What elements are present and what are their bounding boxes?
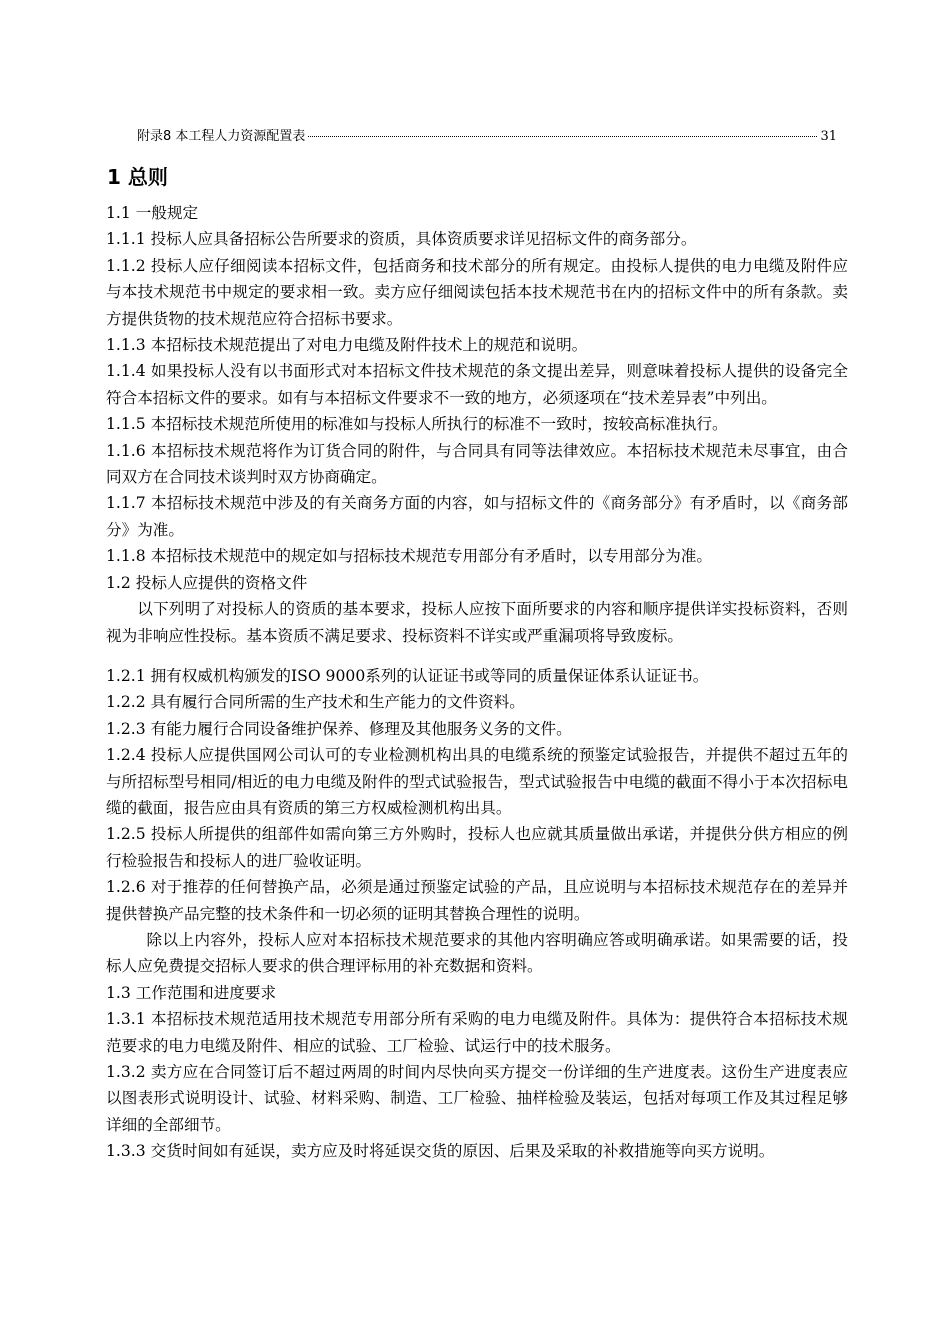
clause: 1.2.3 有能力履行合同设备维护保养、修理及其他服务义务的文件。 [106, 719, 572, 738]
subsection-heading: 1.2 投标人应提供的资格文件 [106, 573, 308, 592]
clause: 1.1.5 本招标技术规范所使用的标准如与投标人所执行的标准不一致时，按较高标准执行。 [106, 415, 728, 434]
clause: 1.1.6 本招标技术规范将作为订货合同的附件，与合同具有同等法律效应。本招标技术规范未尽事宜，由合同双方在合同技术谈判时双方协商确定。 [106, 441, 848, 487]
toc-page-number: 31 [820, 129, 837, 144]
paragraph: 以下列明了对投标人的资质的基本要求，投标人应按下面所要求的内容和顺序提供详实投标资料，否则视为非响应性投标。基本资质不满足要求、投标资料不详实或严重漏项将导致废标。 [106, 600, 848, 645]
clause: 1.2.2 具有履行合同所需的生产技术和生产能力的文件资料。 [106, 693, 525, 712]
toc-leader-dots [308, 136, 817, 137]
clause: 1.2.1 拥有权威机构颁发的ISO 9000系列的认证证书或等同的质量保证体系认证证书。 [106, 666, 709, 685]
clause: 1.2.6 对于推荐的任何替换产品，必须是通过预鉴定试验的产品，且应说明与本招标技术规范存在的差异并提供替换产品完整的技术条件和一切必须的证明其替换合理性的说明。 [106, 878, 848, 923]
clause: 1.1.3 本招标技术规范提出了对电力电缆及附件技术上的规范和说明。 [106, 336, 588, 355]
subsection-heading: 1.1 一般规定 [106, 204, 199, 222]
paragraph: 除以上内容外，投标人应对本招标技术规范要求的其他内容明确应答或明确承诺。如果需要的话，投标人应免费提交招标人要求的供合理评标用的补充数据和资料。 [106, 930, 848, 976]
clause: 1.3.1 本招标技术规范适用技术规范专用部分所有采购的电力电缆及附件。具体为：提供符合本招标技术规范要求的电力电缆及附件、相应的试验、工厂检验、试运行中的技术服务。 [106, 1010, 848, 1055]
subsection-heading: 1.3 工作范围和进度要求 [106, 983, 277, 1002]
clause: 1.1.7 本招标技术规范中涉及的有关商务方面的内容，如与招标文件的《商务部分》有矛盾时，以《商务部分》为准。 [106, 494, 848, 539]
clause: 1.3.2 卖方应在合同签订后不超过两周的时间内尽快向买方提交一份详细的生产进度表。这份生产进度表应以图表形式说明设计、试验、材料采购、制造、工厂检验、抽样检验及装运，包括对每项工作及其过程足够详细的全部细节。 [106, 1063, 848, 1134]
clause: 1.1.4 如果投标人没有以书面形式对本招标文件技术规范的条文提出差异，则意味着投标人提供的设备完全符合本招标文件的要求。如有与本招标文件要求不一致的地方，必须逐项在“技术差异表”中列出。 [106, 362, 848, 407]
clause: 1.1.8 本招标技术规范中的规定如与招标技术规范专用部分有矛盾时，以专用部分为准。 [106, 547, 713, 566]
clause: 1.1.1 投标人应具备招标公告所要求的资质，具体资质要求详见招标文件的商务部分。 [106, 230, 697, 249]
toc-entry-label: 附录8 本工程人力资源配置表 [137, 129, 306, 144]
clause: 1.3.3 交货时间如有延误，卖方应及时将延误交货的原因、后果及采取的补救措施等向买方说明。 [106, 1142, 775, 1161]
clause: 1.2.4 投标人应提供国网公司认可的专业检测机构出具的电缆系统的预鉴定试验报告，并提供不超过五年的与所招标型号相同/相近的电力电缆及附件的型式试验报告，型式试验报告中电缆的截面不得小于本次招标电缆的截面，报告应由具有资质的第三方权威检测机构出具。 [106, 746, 848, 817]
clause: 1.1.2 投标人应仔细阅读本招标文件，包括商务和技术部分的所有规定。由投标人提供的电力电缆及附件应与本技术规范书中规定的要求相一致。卖方应仔细阅读包括本技术规范书在内的招标文件中的所有条款。卖方提供货物的技术规范应符合招标书要求。 [106, 256, 848, 328]
section-heading: 1 总则 [107, 165, 168, 189]
body-text [106, 200, 848, 1165]
toc-entry[interactable] [137, 125, 837, 144]
clause: 1.2.5 投标人所提供的组部件如需向第三方外购时，投标人也应就其质量做出承诺，并提供分供方相应的例行检验报告和投标人的进厂验收证明。 [106, 825, 848, 870]
